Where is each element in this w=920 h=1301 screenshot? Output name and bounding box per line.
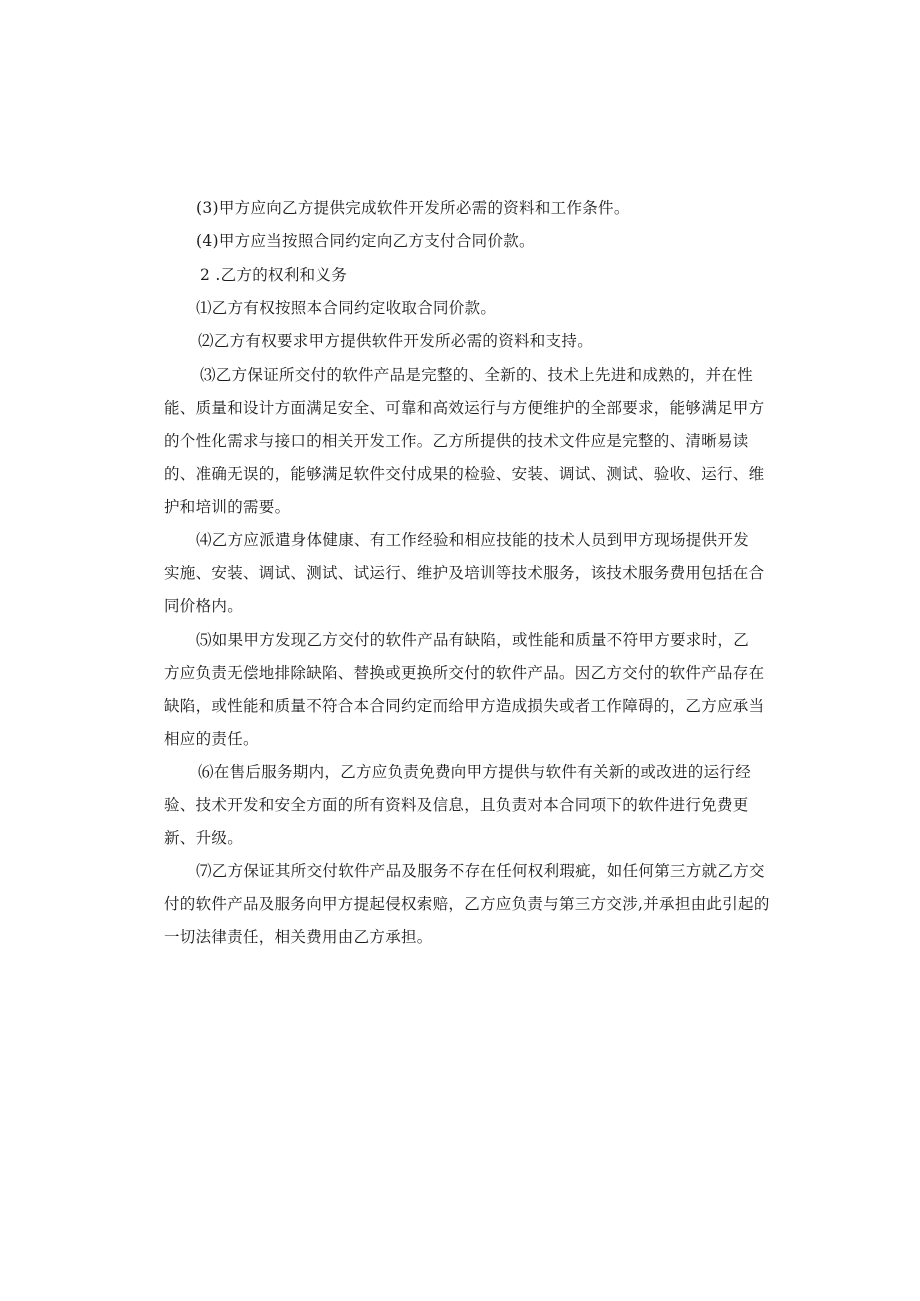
clause-b7-line-3: 一切法律责任，相关费用由乙方承担。 <box>164 928 433 946</box>
clause-b3-line-3: 的个性化需求与接口的相关开发工作。乙方所提供的技术文件应是完整的、清晰易读 <box>164 432 749 450</box>
clause-b6-line-1: ⑹在售后服务期内，乙方应负责免费向甲方提供与软件有关新的或改进的运行经 <box>198 763 752 781</box>
clause-a3: (3)甲方应向乙方提供完成软件开发所必需的资料和工作条件。 <box>196 199 630 217</box>
clause-b6-line-3: 新、升级。 <box>164 829 244 847</box>
clause-b2: ⑵乙方有权要求甲方提供软件开发所必需的资料和支持。 <box>198 332 594 350</box>
clause-b4-line-3: 同价格内。 <box>164 597 244 615</box>
section-heading-2: 2 .乙方的权利和义务 <box>200 266 348 284</box>
clause-b4-line-2: 实施、安装、调试、测试、试运行、维护及培训等技术服务，该技术服务费用包括在合 <box>164 564 765 582</box>
clause-b1: ⑴乙方有权按照本合同约定收取合同价款。 <box>196 299 497 317</box>
clause-b5-line-1: ⑸如果甲方发现乙方交付的软件产品有缺陷，或性能和质量不符甲方要求时，乙 <box>196 631 750 649</box>
clause-b5-line-4: 相应的责任。 <box>164 730 259 748</box>
clause-b6-line-2: 验、技术开发和安全方面的所有资料及信息，且负责对本合同项下的软件进行免费更 <box>164 796 749 814</box>
clause-b7-line-1: ⑺乙方保证其所交付软件产品及服务不存在任何权利瑕疵，如任何第三方就乙方交 <box>196 862 765 880</box>
clause-b5-line-3: 缺陷，或性能和质量不符合本合同约定而给甲方造成损失或者工作障碍的，乙方应承当 <box>164 697 765 715</box>
clause-b7-line-2: 付的软件产品及服务向甲方提起侵权索赔，乙方应负责与第三方交涉,并承担由此引起的 <box>164 895 770 913</box>
clause-b3-line-5: 护和培训的需要。 <box>164 498 291 516</box>
clause-a4: (4)甲方应当按照合同约定向乙方支付合同价款。 <box>196 232 535 250</box>
clause-b3-line-1: ⑶乙方保证所交付的软件产品是完整的、全新的、技术上先进和成熟的，并在性 <box>200 366 754 384</box>
clause-b3-line-4: 的、准确无误的，能够满足软件交付成果的检验、安装、调试、测试、验收、运行、维 <box>164 465 765 483</box>
clause-b5-line-2: 方应负责无偿地排除缺陷、替换或更换所交付的软件产品。因乙方交付的软件产品存在 <box>164 664 765 682</box>
clause-b3-line-2: 能、质量和设计方面满足安全、可靠和高效运行与方便维护的全部要求，能够满足甲方 <box>164 399 765 417</box>
clause-b4-line-1: ⑷乙方应派遣身体健康、有工作经验和相应技能的技术人员到甲方现场提供开发 <box>196 531 750 549</box>
